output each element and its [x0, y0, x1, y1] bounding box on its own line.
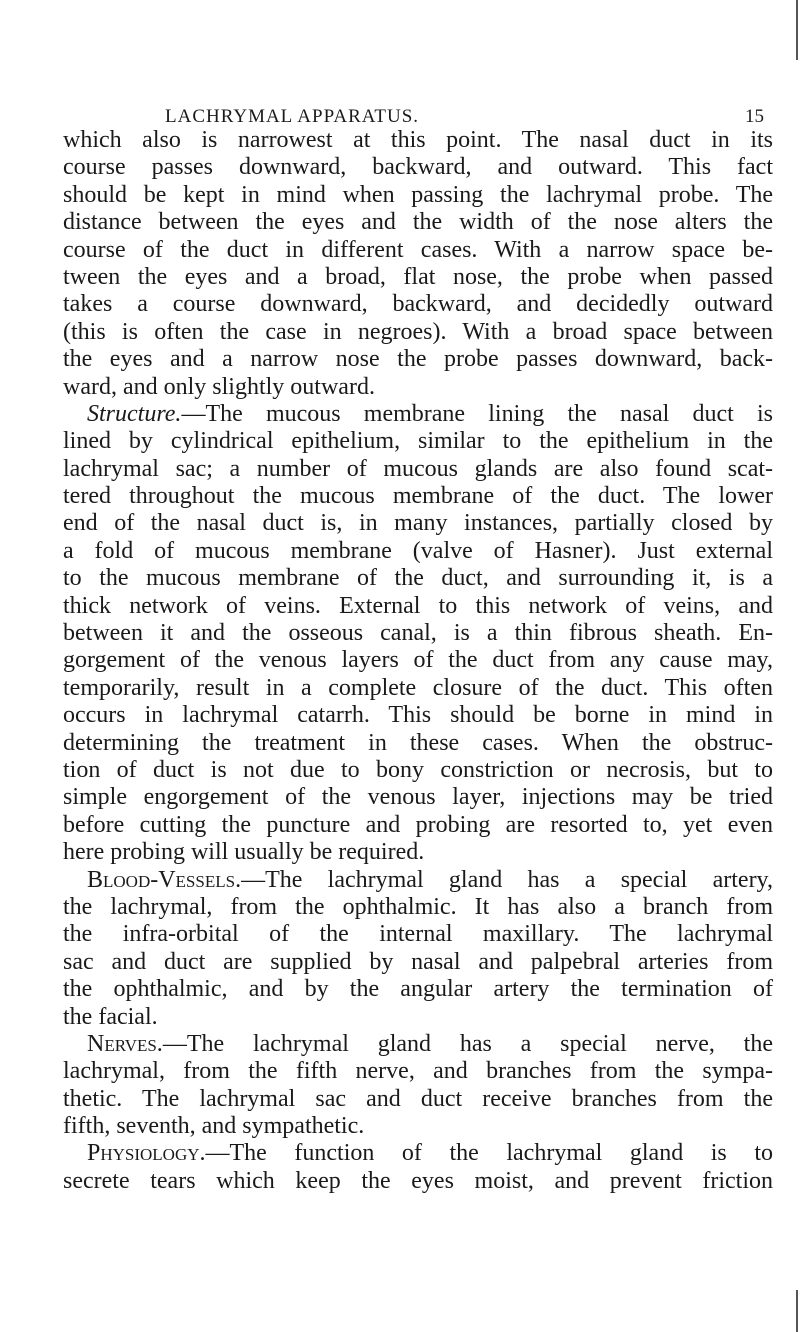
text-fragment: —The mucous membrane lining the nasal duct is: [181, 400, 773, 427]
blood-vessels-heading: Blood-Vessels.: [87, 866, 242, 893]
text-line: thetic. The lachrymal sac and duct receive branches from the: [63, 1085, 773, 1112]
text-line: sac and duct are supplied by nasal and palpebral arteries from: [63, 948, 773, 975]
page-number: 15: [745, 106, 764, 127]
text-line: occurs in lachrymal catarrh. This should be borne in mind in: [63, 702, 773, 729]
scan-edge-mark-top: [796, 0, 798, 60]
text-line: temporarily, result in a complete closure of the duct. This often: [63, 674, 773, 701]
physiology-paragraph-first-line: [63, 1140, 773, 1167]
text-fragment: —The function of the lachrymal gland is to: [205, 1140, 773, 1167]
text-line: distance between the eyes and the width of the nose alters the: [63, 209, 773, 236]
text-line: between it and the osseous canal, is a thin fibrous sheath. En-: [63, 620, 773, 647]
text-line: tween the eyes and a broad, flat nose, the probe when passed: [63, 263, 773, 290]
text-line: fifth, seventh, and sympathetic.: [63, 1113, 365, 1140]
text-line: the ophthalmic, and by the angular artery the termination of: [63, 976, 773, 1003]
structure-paragraph-first-line: [63, 401, 773, 428]
text-line: secrete tears which keep the eyes moist, and prevent friction: [63, 1167, 773, 1194]
structure-heading: Structure.: [87, 400, 182, 427]
text-line: should be kept in mind when passing the lachrymal probe. The: [63, 181, 773, 208]
running-header-title: LACHRYMAL APPARATUS.: [165, 106, 420, 127]
text-line: tion of duct is not due to bony constriction or necrosis, but to: [63, 756, 773, 783]
text-line: lachrymal, from the fifth nerve, and branches from the sympa-: [63, 1058, 773, 1085]
text-line: lined by cylindrical epithelium, similar to the epithelium in the: [63, 428, 773, 455]
scan-edge-mark-bottom: [796, 1290, 798, 1332]
nerves-heading: Nerves.: [87, 1030, 163, 1057]
text-line: end of the nasal duct is, in many instances, partially closed by: [63, 510, 773, 537]
text-line: to the mucous membrane of the duct, and surrounding it, is a: [63, 565, 773, 592]
text-line: determining the treatment in these cases. When the obstruc-: [63, 729, 773, 756]
text-line: here probing will usually be required.: [63, 839, 425, 866]
text-line: a fold of mucous membrane (valve of Hasner). Just external: [63, 537, 773, 564]
text-line: before cutting the puncture and probing are resorted to, yet even: [63, 811, 773, 838]
text-line: course passes downward, backward, and outward. This fact: [63, 154, 773, 181]
body-text: [63, 127, 773, 1195]
text-line: which also is narrowest at this point. The nasal duct in its: [63, 127, 773, 153]
text-line: simple engorgement of the venous layer, injections may be tried: [63, 784, 773, 811]
nerves-paragraph-first-line: [63, 1031, 773, 1058]
text-line: takes a course downward, backward, and decidedly outward: [63, 291, 773, 318]
text-line: ward, and only slightly outward.: [63, 373, 375, 400]
text-fragment: —The lachrymal gland has a special nerve, the: [162, 1030, 773, 1057]
physiology-heading: Physiology.: [87, 1140, 206, 1167]
text-line: gorgement of the venous layers of the duct from any cause may,: [63, 647, 773, 674]
text-line: thick network of veins. External to this network of veins, and: [63, 592, 773, 619]
text-line: the eyes and a narrow nose the probe passes downward, back-: [63, 346, 773, 373]
text-line: the lachrymal, from the ophthalmic. It has also a branch from: [63, 893, 773, 920]
text-line: lachrymal sac; a number of mucous glands are also found scat-: [63, 455, 773, 482]
text-line: tered throughout the mucous membrane of the duct. The lower: [63, 483, 773, 510]
text-line: course of the duct in different cases. With a narrow space be-: [63, 236, 773, 263]
text-line: the infra-orbital of the internal maxillary. The lachrymal: [63, 921, 773, 948]
text-line: (this is often the case in negroes). With a broad space between: [63, 318, 773, 345]
blood-vessels-paragraph-first-line: [63, 867, 773, 894]
text-fragment: —The lachrymal gland has a special artery,: [241, 866, 773, 893]
text-line: the facial.: [63, 1003, 158, 1030]
